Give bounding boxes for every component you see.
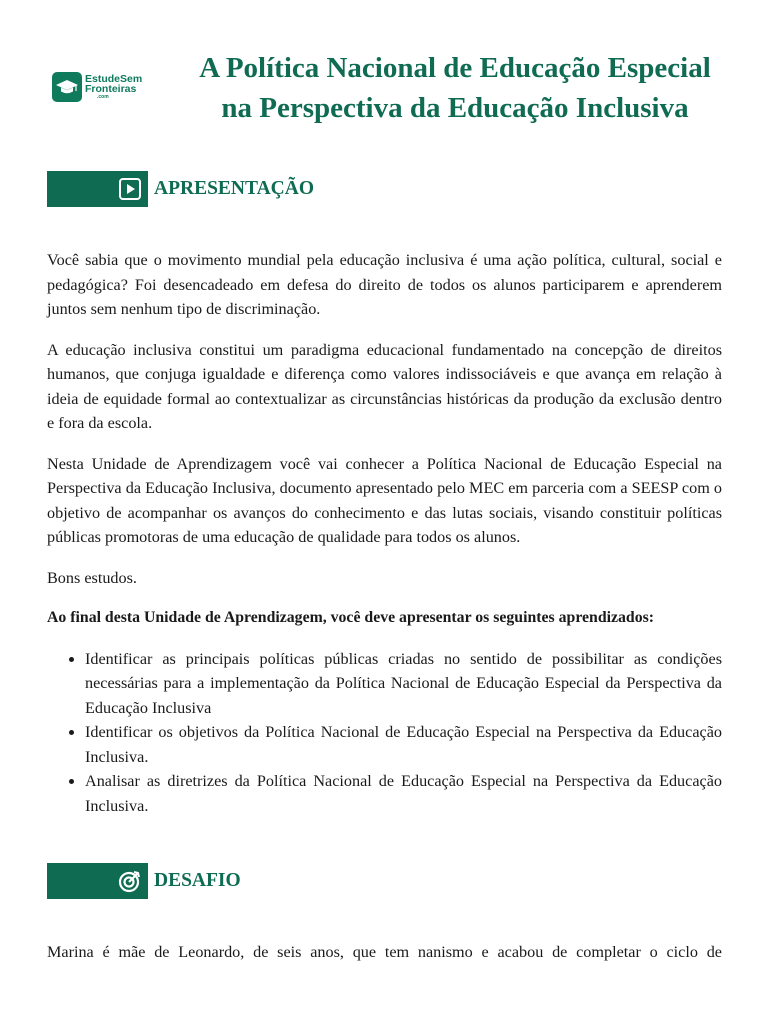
page-title [160,48,750,128]
logo-text [85,74,142,100]
section-bar-desafio [47,863,148,899]
paragraph-3: Nesta Unidade de Aprendizagem você vai conhecer a Política Nacional de Educação Especial na Perspectiva da Educação Inclusiva, documento apresentado pelo MEC em parceria com a SEESP com o objetivo de acompanhar os avanços do conhecimento e das lutas sociais, visando constituir políticas públicas promotoras de uma educação de qualidade para todos os alunos. [47,454,722,546]
graduation-cap-icon [52,72,82,102]
objective-item: • Identificar os objetivos da Política Nacional de Educação Especial na Perspectiva da Educação Inclusiva. [85,720,722,769]
objectives-intro: Ao final desta Unidade de Aprendizagem, você deve apresentar os seguintes aprendizados: [47,609,655,626]
page-title-line2: na Perspectiva da Educação Inclusiva [221,92,689,124]
page-header [0,0,768,140]
desafio-paragraph: Marina é mãe de Leonardo, de seis anos, que tem nanismo e acabou de completar o ciclo de [47,943,722,961]
logo-line1: EstudeSem [85,73,143,85]
play-icon [118,177,142,201]
logo-line2: Fronteiras [85,83,137,95]
objective-item: • Analisar as diretrizes da Política Nacional de Educação Especial na Perspectiva da Educação Inclusiva. [85,769,722,818]
section-title-desafio: DESAFIO [154,870,241,891]
paragraph-2: A educação inclusiva constitui um paradigma educacional fundamentado na concepção de direitos humanos, que conjuga igualdade e diferença como valores indissociáveis e que avança em relação à ideia de equidade formal ao contextualizar as circunstâncias históricas da produção da exclusão dentro e fora da escola. [47,340,722,432]
section-bar-apresentacao [47,171,148,207]
logo [52,72,142,102]
page-title-line1: A Política Nacional de Educação Especial [199,52,711,84]
paragraph-4: Bons estudos. [47,568,137,587]
section-title-apresentacao: APRESENTAÇÃO [154,178,314,199]
target-icon [118,869,142,893]
logo-line3: .com [97,94,109,100]
objectives-list [47,647,722,819]
apresentacao-content [47,248,722,818]
objective-item: • Identificar as principais políticas públicas criadas no sentido de possibilitar as condições necessárias para a implementação da Política Nacional de Educação Especial da Perspectiva da Educação Inclusiva [85,647,722,721]
paragraph-1: Você sabia que o movimento mundial pela educação inclusiva é uma ação política, cultural, social e pedagógica? Foi desencadeado em defesa do direito de todos os alunos participarem e aprenderem juntos sem nenhum tipo de discriminação. [47,251,722,318]
